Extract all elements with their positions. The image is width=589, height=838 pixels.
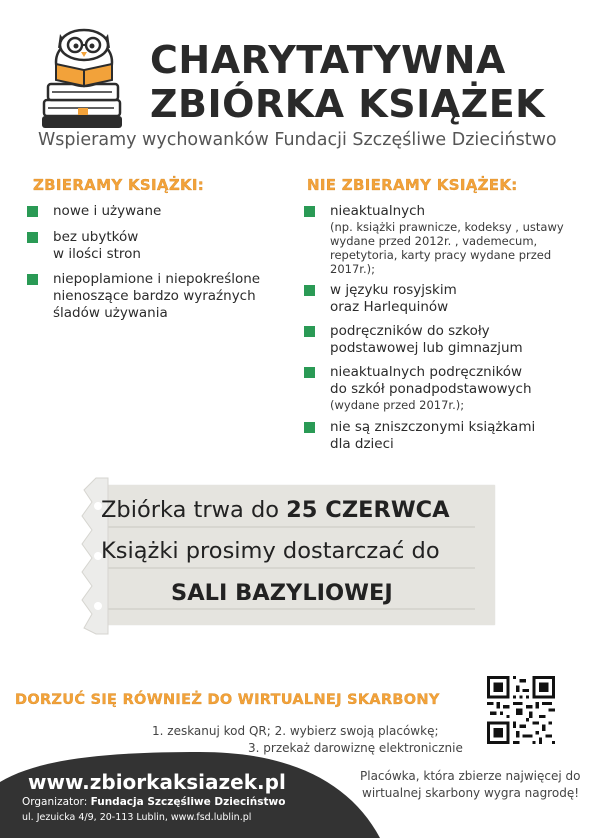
list-item: bez ubytków w ilości stron <box>27 229 277 263</box>
organizer-address: ul. Jezuicka 4/9, 20-113 Lublin, www.fsd.lublin.pl <box>22 812 252 823</box>
donation-steps-line1: 1. zeskanuj kod QR; 2. wybierz swoją placówkę; <box>152 724 439 738</box>
green-square-bullet-icon <box>27 274 38 285</box>
list-item: w języku rosyjskim oraz Harlequinów <box>304 282 564 316</box>
footer-dark-panel <box>0 752 380 838</box>
not-collect-heading: NIE ZBIERAMY KSIĄŻEK: <box>307 176 518 194</box>
green-square-bullet-icon <box>304 367 315 378</box>
green-square-bullet-icon <box>27 206 38 217</box>
page-subtitle: Wspieramy wychowanków Fundacji Szczęśliwe Dzieciństwo <box>38 130 557 150</box>
collect-heading: ZBIERAMY KSIĄŻKI: <box>33 176 205 194</box>
list-item: podręczników do szkoły podstawowej lub gimnazjum <box>304 323 564 357</box>
list-item: nie są zniszczonymi książkami dla dzieci <box>304 419 564 453</box>
green-square-bullet-icon <box>304 285 315 296</box>
green-square-bullet-icon <box>304 326 315 337</box>
owl-reading-on-books-icon <box>38 12 130 130</box>
page-title-line1: CHARYTATYWNA <box>150 38 506 82</box>
green-square-bullet-icon <box>304 422 315 433</box>
list-item: nowe i używane <box>27 203 277 220</box>
collect-list <box>27 203 277 322</box>
list-item: nieaktualnych podręczników do szkół ponadpodstawowych (wydane przed 2017r.); <box>304 364 564 412</box>
website-link[interactable]: www.zbiorkaksiazek.pl <box>28 770 286 794</box>
green-square-bullet-icon <box>27 232 38 243</box>
donation-heading: DORZUĆ SIĘ RÓWNIEŻ DO WIRTUALNEJ SKARBONY <box>15 692 440 708</box>
organizer-text: Organizator: Fundacja Szczęśliwe Dzieciństwo <box>22 796 286 808</box>
prize-note-line1: Placówka, która zbierze najwięcej do <box>360 769 581 783</box>
list-item: niepoplamione i niepokreślone nienoszące bardzo wyraźnych śladów używania <box>27 271 277 322</box>
notice-date: Zbiórka trwa do 25 CZERWCA <box>101 497 450 523</box>
list-item: nieaktualnych (np. książki prawnicze, kodeksy , ustawy wydane przed 2012r. , vademecum, repetytoria, karty pracy wydane przed 2017r.); <box>304 203 564 276</box>
not-collect-list <box>304 203 564 453</box>
qr-code-icon[interactable] <box>487 676 555 744</box>
prize-note-line2: wirtualnej skarbony wygra nagrodę! <box>362 786 580 800</box>
notice-location: SALI BAZYLIOWEJ <box>171 580 393 606</box>
donation-steps-line2: 3. przekaż darowiznę elektronicznie <box>248 741 463 755</box>
green-square-bullet-icon <box>304 206 315 217</box>
notice-delivery: Książki prosimy dostarczać do <box>101 538 440 564</box>
page-title-line2: ZBIÓRKA KSIĄŻEK <box>150 82 546 126</box>
